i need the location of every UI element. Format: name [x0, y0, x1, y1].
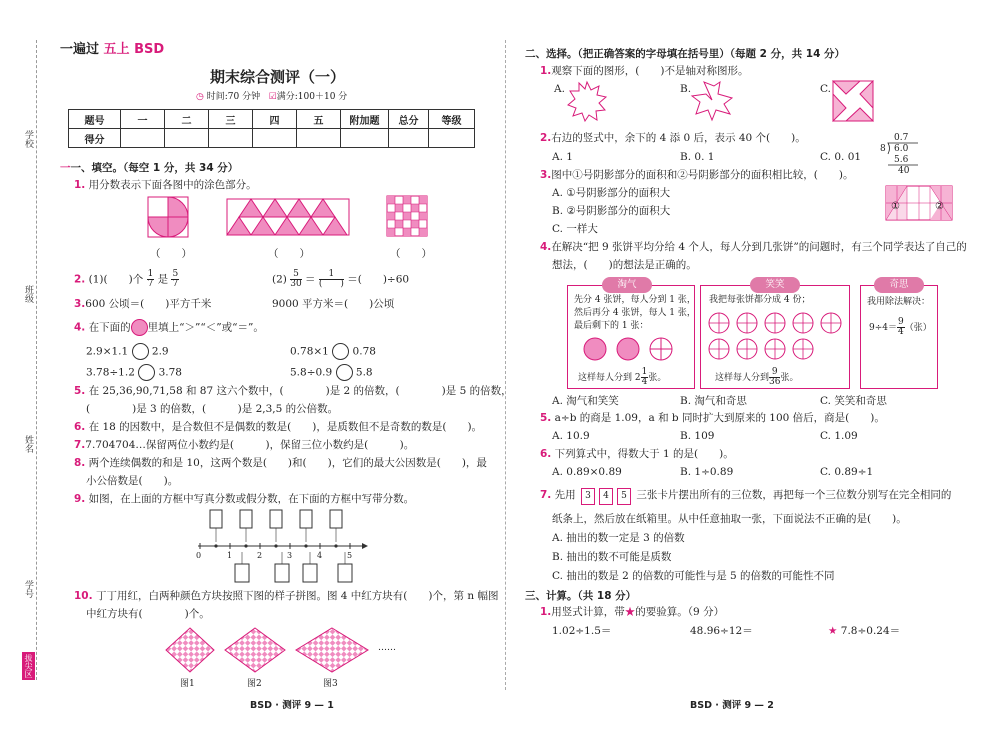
r-q7a: 7. 先用 3 4 5 三张卡片摆出所有的三位数，再把每一个三位数分别写在完全相同的 — [540, 488, 951, 505]
q2-frac-4 — [319, 270, 344, 289]
xiaoxiao-frac — [769, 368, 780, 387]
star-icon: ★ — [624, 606, 636, 618]
th-5: 五 — [297, 110, 341, 129]
q4-expr: 0.78×1 — [290, 345, 329, 358]
r-q2-text: 右边的竖式中，余下的 4 添 0 后，表示 40 个( )。 — [551, 132, 806, 144]
r-q1: 1.观察下面的图形，( )不是轴对称图形。 — [540, 65, 749, 77]
card-qisi-name: 奇思 — [874, 277, 924, 293]
q4-expr: 2.9×1.1 — [86, 345, 129, 358]
q3b-text: 9000 平方米＝( )公顷 — [272, 298, 395, 310]
qisi-frac — [897, 318, 905, 337]
r-q6: 6. 下列算式中，得数大于 1 的是( )。 — [540, 448, 734, 460]
q3a-text: 600 公顷＝( )平方千米 — [85, 298, 212, 310]
r-q5: 5. a÷b 的商是 1.09，a 和 b 同时扩大到原来的 100 倍后，商是( )。 — [540, 412, 885, 424]
score-cell[interactable] — [253, 129, 297, 148]
th-1: 一 — [121, 110, 165, 129]
qisi-expr — [869, 318, 932, 337]
mark-2: ② — [935, 201, 944, 212]
q4-item-1 — [86, 343, 169, 360]
score-cell[interactable] — [297, 129, 341, 148]
gutter-label-id: 学号 — [23, 580, 33, 598]
q1-figure-grid — [386, 195, 428, 237]
mark-1: ① — [891, 201, 900, 212]
pattern-fig-3 — [296, 628, 368, 672]
th-num: 题号 — [69, 110, 121, 129]
q2b-text: (2) — [272, 273, 287, 286]
square-pinwheel-shape — [832, 80, 874, 122]
div-quotient: 0.7 — [894, 133, 909, 143]
gutter-label-class: 班级 — [23, 285, 33, 303]
r-q3-opt-c[interactable]: C. 一样大 — [552, 223, 598, 235]
frac-num: 1 — [319, 270, 344, 280]
pinwheel-shape — [690, 80, 734, 122]
q9-text: 如图，在上面的方框中写真分数或假分数，在下面的方框中写带分数。 — [88, 493, 415, 505]
r-q7b-text: 纸条上，然后放在纸箱里。从中任意抽取一张，下面说法不正确的是( )。 — [552, 513, 907, 525]
q8b-text: 小公倍数是( )。 — [86, 475, 179, 487]
r-q5-opt-c[interactable]: C. 1.09 — [820, 430, 858, 442]
frac-den: 30 — [290, 279, 302, 289]
calc-3-text: 7.8÷0.24＝ — [840, 625, 901, 637]
score-cell[interactable] — [341, 129, 389, 148]
frac-num: 9 — [769, 368, 780, 378]
r-q2-opt-b[interactable]: B. 0. 1 — [680, 151, 715, 163]
r-q1-opt-a[interactable]: A. — [554, 83, 565, 95]
area-compare-figure — [885, 185, 953, 221]
frac-den: 36 — [769, 377, 781, 387]
answer-circle[interactable] — [336, 364, 353, 381]
long-division-figure — [878, 130, 928, 178]
r-q7-opt-c[interactable]: C. 抽出的数是 2 的倍数的可能性与是 5 的倍数的可能性不同 — [552, 570, 835, 582]
th-grade: 等级 — [429, 110, 475, 129]
taoqi-result — [578, 368, 666, 387]
q7: 7.7.704704…保留两位小数约是( )，保留三位小数约是( )。 — [74, 439, 415, 451]
xiaoxiao-result — [715, 368, 798, 387]
q5a-text: 在 25,36,90,71,58 和 87 这六个数中，( )是 2 的倍数，( )是 5 的倍数， — [88, 385, 512, 397]
q3: 3.600 公顷＝( )平方千米 — [74, 298, 212, 310]
r-q2: 2.右边的竖式中，余下的 4 添 0 后，表示 40 个( )。 — [540, 132, 806, 144]
frac-den: 7 — [172, 279, 179, 289]
q2-frac-1 — [147, 270, 155, 289]
answer-circle[interactable] — [332, 343, 349, 360]
q7-text: 7.704704…保留两位小数约是( )，保留三位小数约是( )。 — [85, 439, 415, 451]
r-q4b-text: 想法，( )的想法是正确的。 — [552, 259, 697, 271]
card-xiaoxiao — [700, 285, 850, 389]
taoqi-circles — [582, 336, 678, 362]
r-q3-opt-b[interactable]: B. ②号阴影部分的面积大 — [552, 205, 671, 217]
q4-val: 3.78 — [158, 366, 182, 379]
taoqi-line-3: 最后剩下的 1 张： — [574, 321, 649, 331]
xiaoxiao-result-post: 张。 — [780, 373, 799, 383]
score-cell[interactable] — [389, 129, 429, 148]
q10a: 10. 丁丁用红，白两种颜色方块按照下图的样子拼图。图 4 中红方块有( )个，第 n 幅图 — [74, 590, 499, 602]
card-taoqi — [567, 285, 695, 389]
r-q4-opt-c[interactable]: C. 笑笑和奇思 — [820, 395, 887, 407]
tick-1: 1 — [227, 551, 233, 560]
card-qisi — [860, 285, 938, 389]
q1-figure-circle-square — [147, 196, 189, 238]
cut-line — [36, 40, 37, 680]
score-table-header — [69, 110, 475, 129]
r-q2-opt-c[interactable]: C. 0. 01 — [820, 151, 862, 163]
r-q7a-text: 三张卡片摆出所有的三位数，再把每一个三位数分别写在完全相同的 — [636, 489, 952, 501]
qisi-line: 我用除法解决： — [867, 297, 931, 307]
th-extra: 附加题 — [341, 110, 389, 129]
check-icon: ☑ — [268, 92, 277, 102]
frac-num: 5 — [290, 270, 301, 280]
q1-text: 用分数表示下面各图中的涂色部分。 — [88, 179, 257, 191]
brand-name: 一遍过 — [60, 42, 100, 57]
xiaoxiao-result-pre: 这样每人分到 — [715, 373, 770, 383]
digit-card-5: 5 — [617, 488, 631, 505]
q9: 9. 如图，在上面的方框中写真分数或假分数，在下面的方框中写带分数。 — [74, 493, 415, 505]
r-q6-opt-a[interactable]: A. 0.89×0.89 — [552, 466, 622, 478]
r-q6-text: 下列算式中，得数大于 1 的是( )。 — [554, 448, 734, 460]
time-info — [196, 89, 347, 102]
gutter-label-name: 姓名 — [23, 435, 33, 453]
r-q6-opt-b[interactable]: B. 1÷0.89 — [680, 466, 734, 478]
taoqi-line-1: 先分 4 张饼，每人分到 1 张， — [574, 295, 696, 305]
calc-3 — [828, 624, 900, 638]
section-2-title: 二、选择。（把正确答案的字母填在括号里）（每题 2 分，共 14 分） — [525, 48, 846, 60]
q5a: 5. 在 25,36,90,71,58 和 87 这六个数中，( )是 2 的倍数，( )是 5 的倍数， — [74, 385, 512, 397]
q4-item-2 — [290, 343, 376, 360]
number-line-figure — [190, 508, 370, 588]
div-dividend: 6.0 — [894, 144, 909, 154]
row-label: 得分 — [69, 129, 121, 148]
r-c1-tail: 的要验算。（9 分） — [635, 606, 725, 618]
qisi-unit: （张） — [904, 323, 932, 333]
calc-1: 1.02÷1.5＝ — [552, 625, 612, 637]
q1-figure-triangles — [226, 198, 350, 236]
tick-2: 2 — [257, 551, 263, 560]
tick-0: 0 — [196, 551, 202, 560]
frac-den: 4 — [641, 377, 648, 387]
clock-icon: ◷ — [196, 92, 204, 102]
q4: 4. 在下面的 里填上“＞”“＜”或“＝”。 — [74, 319, 264, 336]
score-table — [68, 109, 475, 148]
fig-label-2: 图2 — [247, 679, 262, 689]
q1-left: 1. 用分数表示下面各图中的涂色部分。 — [74, 179, 257, 191]
footer-left: BSD · 测评 9 — 1 — [250, 700, 334, 711]
r-q3: 3.图中①号阴影部分的面积和②号阴影部分的面积相比较，( )。 — [540, 169, 854, 181]
frac-den: ( ) — [318, 279, 344, 289]
q4-val: 2.9 — [151, 345, 169, 358]
score-cell[interactable] — [121, 129, 165, 148]
q5b-text: ( )是 3 的倍数，( )是 2,3,5 的公倍数。 — [86, 403, 339, 415]
q2a-text: (1)( )个 — [88, 273, 144, 286]
circle-icon — [131, 319, 148, 336]
r-q3-opt-a[interactable]: A. ①号阴影部分的面积大 — [552, 187, 671, 199]
q6-text: 在 18 的因数中，是合数但不是偶数的数是( )，是质数但不是奇数的数是( )。 — [88, 421, 483, 433]
taoqi-result-post: 张。 — [648, 373, 667, 383]
q6: 6. 在 18 的因数中，是合数但不是偶数的数是( )，是质数但不是奇数的数是( )。 — [74, 421, 483, 433]
q8a: 8. 两个连续偶数的和是 10，这两个数是( )和( )，它们的最大公因数是( )，最 — [74, 457, 487, 469]
frac-num: 1 — [641, 367, 648, 377]
grade-label: 五上 BSD — [103, 42, 165, 57]
th-total: 总分 — [389, 110, 429, 129]
q8a-text: 两个连续偶数的和是 10，这两个数是( )和( )，它们的最大公因数是( )，最 — [88, 457, 487, 469]
section-3-title: 三、计算。（共 18 分） — [525, 590, 637, 602]
fig-label-1: 图1 — [180, 679, 195, 689]
xiaoxiao-line: 我把每张饼都分成 4 份； — [709, 295, 811, 305]
q4-expr: 3.78÷1.2 — [86, 366, 135, 379]
q4-text: 在下面的 — [88, 321, 131, 334]
q4-item-3 — [86, 364, 182, 381]
r-q5-text: a÷b 的商是 1.09，a 和 b 同时扩大到原来的 100 倍后，商是( )。 — [554, 412, 885, 424]
answer-circle[interactable] — [132, 343, 149, 360]
taoqi-result-pre: 这样每人分到 2 — [578, 373, 641, 383]
frac-num: 1 — [147, 269, 154, 279]
taoqi-line-2: 然后再分 4 张饼，每人 1 张， — [574, 308, 696, 318]
score-cell[interactable] — [429, 129, 475, 148]
q1-blank-2[interactable]: （ ） — [268, 248, 310, 260]
q10a-text: 丁丁用红，白两种颜色方块按照下图的样子拼图。图 4 中红方块有( )个，第 n 幅图 — [95, 590, 499, 602]
q2: 2. (1)( )个 $\frac{1}{7}$ 是 $\frac{5}{7}$ — [74, 269, 179, 289]
frac-num: 9 — [898, 317, 904, 327]
page-divider — [505, 40, 506, 690]
brand-logo — [60, 38, 164, 57]
r-c1: 1.用竖式计算，带★的要验算。（9 分） — [540, 606, 725, 618]
q1-blank-3[interactable]: （ ） — [390, 248, 432, 260]
page-title: 期末综合测评（一） — [210, 68, 346, 86]
pattern-fig-1 — [166, 628, 214, 672]
r-q1-opt-b[interactable]: B. — [680, 83, 692, 95]
q4-val: 5.8 — [355, 366, 373, 379]
th-4: 四 — [253, 110, 297, 129]
card-taoqi-name: 淘气 — [602, 277, 652, 293]
score-cell[interactable] — [209, 129, 253, 148]
binding-gutter — [18, 40, 48, 730]
th-3: 三 — [209, 110, 253, 129]
th-2: 二 — [165, 110, 209, 129]
r-q4-opt-b[interactable]: B. 淘气和奇思 — [680, 395, 747, 407]
section-1-title: 一一、填空。（每空 1 分，共 34 分） — [60, 162, 239, 174]
q2-tail: ＝( )÷60 — [347, 273, 410, 286]
q2-frac-3 — [290, 270, 301, 289]
r-q5-opt-a[interactable]: A. 10.9 — [552, 430, 590, 442]
r-c1-text: 用竖式计算，带 — [551, 606, 625, 618]
digit-card-4: 4 — [599, 488, 613, 505]
r-q1-text: 观察下面的图形，( )不是轴对称图形。 — [551, 65, 749, 77]
section-1-text: 一、填空。（每空 1 分，共 34 分） — [70, 162, 239, 174]
gutter-tag: 拔尖区 — [24, 654, 33, 678]
pattern-fig-2 — [225, 628, 285, 672]
r-q4-opt-a[interactable]: A. 淘气和笑笑 — [552, 395, 619, 407]
frac-den: 7 — [147, 279, 154, 289]
tick-3: 3 — [287, 551, 293, 560]
time-text: 时间:70 分钟 — [206, 92, 261, 102]
footer-right: BSD · 测评 9 — 2 — [690, 700, 774, 711]
div-product: 5.6 — [894, 155, 909, 165]
div-divisor: 8 — [880, 144, 886, 154]
q2b: (2) $\frac{5}{30}$ ＝ $\frac{1}{( )}$ ＝( )÷60 — [272, 269, 410, 289]
tick-5: 5 — [347, 551, 353, 560]
score-cell[interactable] — [165, 129, 209, 148]
q4-val: 0.78 — [352, 345, 376, 358]
star-icon: ★ — [828, 625, 838, 637]
digit-card-3: 3 — [581, 488, 595, 505]
q2-frac-2 — [171, 270, 179, 289]
answer-circle[interactable] — [138, 364, 155, 381]
q4-item-4 — [290, 364, 373, 381]
qisi-expr-text: 9÷4＝ — [869, 323, 897, 333]
snowflake-shape — [566, 80, 608, 122]
xiaoxiao-circles — [707, 311, 845, 363]
r-q7-opt-b[interactable]: B. 抽出的数不可能是质数 — [552, 551, 672, 563]
r-q1-opt-c[interactable]: C. — [820, 83, 831, 95]
r-q7-opt-a[interactable]: A. 抽出的数一定是 3 的倍数 — [552, 532, 685, 544]
r-q4a-text: 在解决“把 9 张饼平均分给 4 个人，每人分到几张饼”的问题时，有三个同学表达了自己的 — [551, 241, 967, 253]
card-xiaoxiao-name: 笑笑 — [750, 277, 800, 293]
ellipsis: …… — [378, 643, 396, 653]
q2-eq: 是 — [157, 273, 169, 286]
frac-den: 4 — [898, 327, 904, 337]
q10-pattern-figures — [160, 626, 420, 674]
q4-tail: 里填上“＞”“＜”或“＝”。 — [147, 321, 264, 334]
q4-expr: 5.8÷0.9 — [290, 366, 333, 379]
r-q5-opt-b[interactable]: B. 109 — [680, 430, 715, 442]
score-table-row — [69, 129, 475, 148]
fig-label-3: 图3 — [323, 679, 338, 689]
q10b-text: 中红方块有( )个。 — [86, 608, 210, 620]
r-q4a: 4.在解决“把 9 张饼平均分给 4 个人，每人分到几张饼”的问题时，有三个同学表达了自己的 — [540, 241, 967, 253]
score-text: 满分:100＋10 分 — [276, 92, 348, 102]
q1-blank-1[interactable]: （ ） — [150, 248, 192, 260]
r-q7-pre: 先用 — [554, 489, 576, 501]
calc-2: 48.96÷12＝ — [690, 625, 753, 637]
tick-4: 4 — [317, 551, 323, 560]
r-q6-opt-c[interactable]: C. 0.89÷1 — [820, 466, 874, 478]
r-q3-text: 图中①号阴影部分的面积和②号阴影部分的面积相比较，( )。 — [551, 169, 854, 181]
div-remainder: 40 — [898, 166, 910, 176]
r-q2-opt-a[interactable]: A. 1 — [552, 151, 573, 163]
gutter-label-school: 学校 — [23, 130, 33, 148]
frac-num: 5 — [172, 269, 179, 279]
